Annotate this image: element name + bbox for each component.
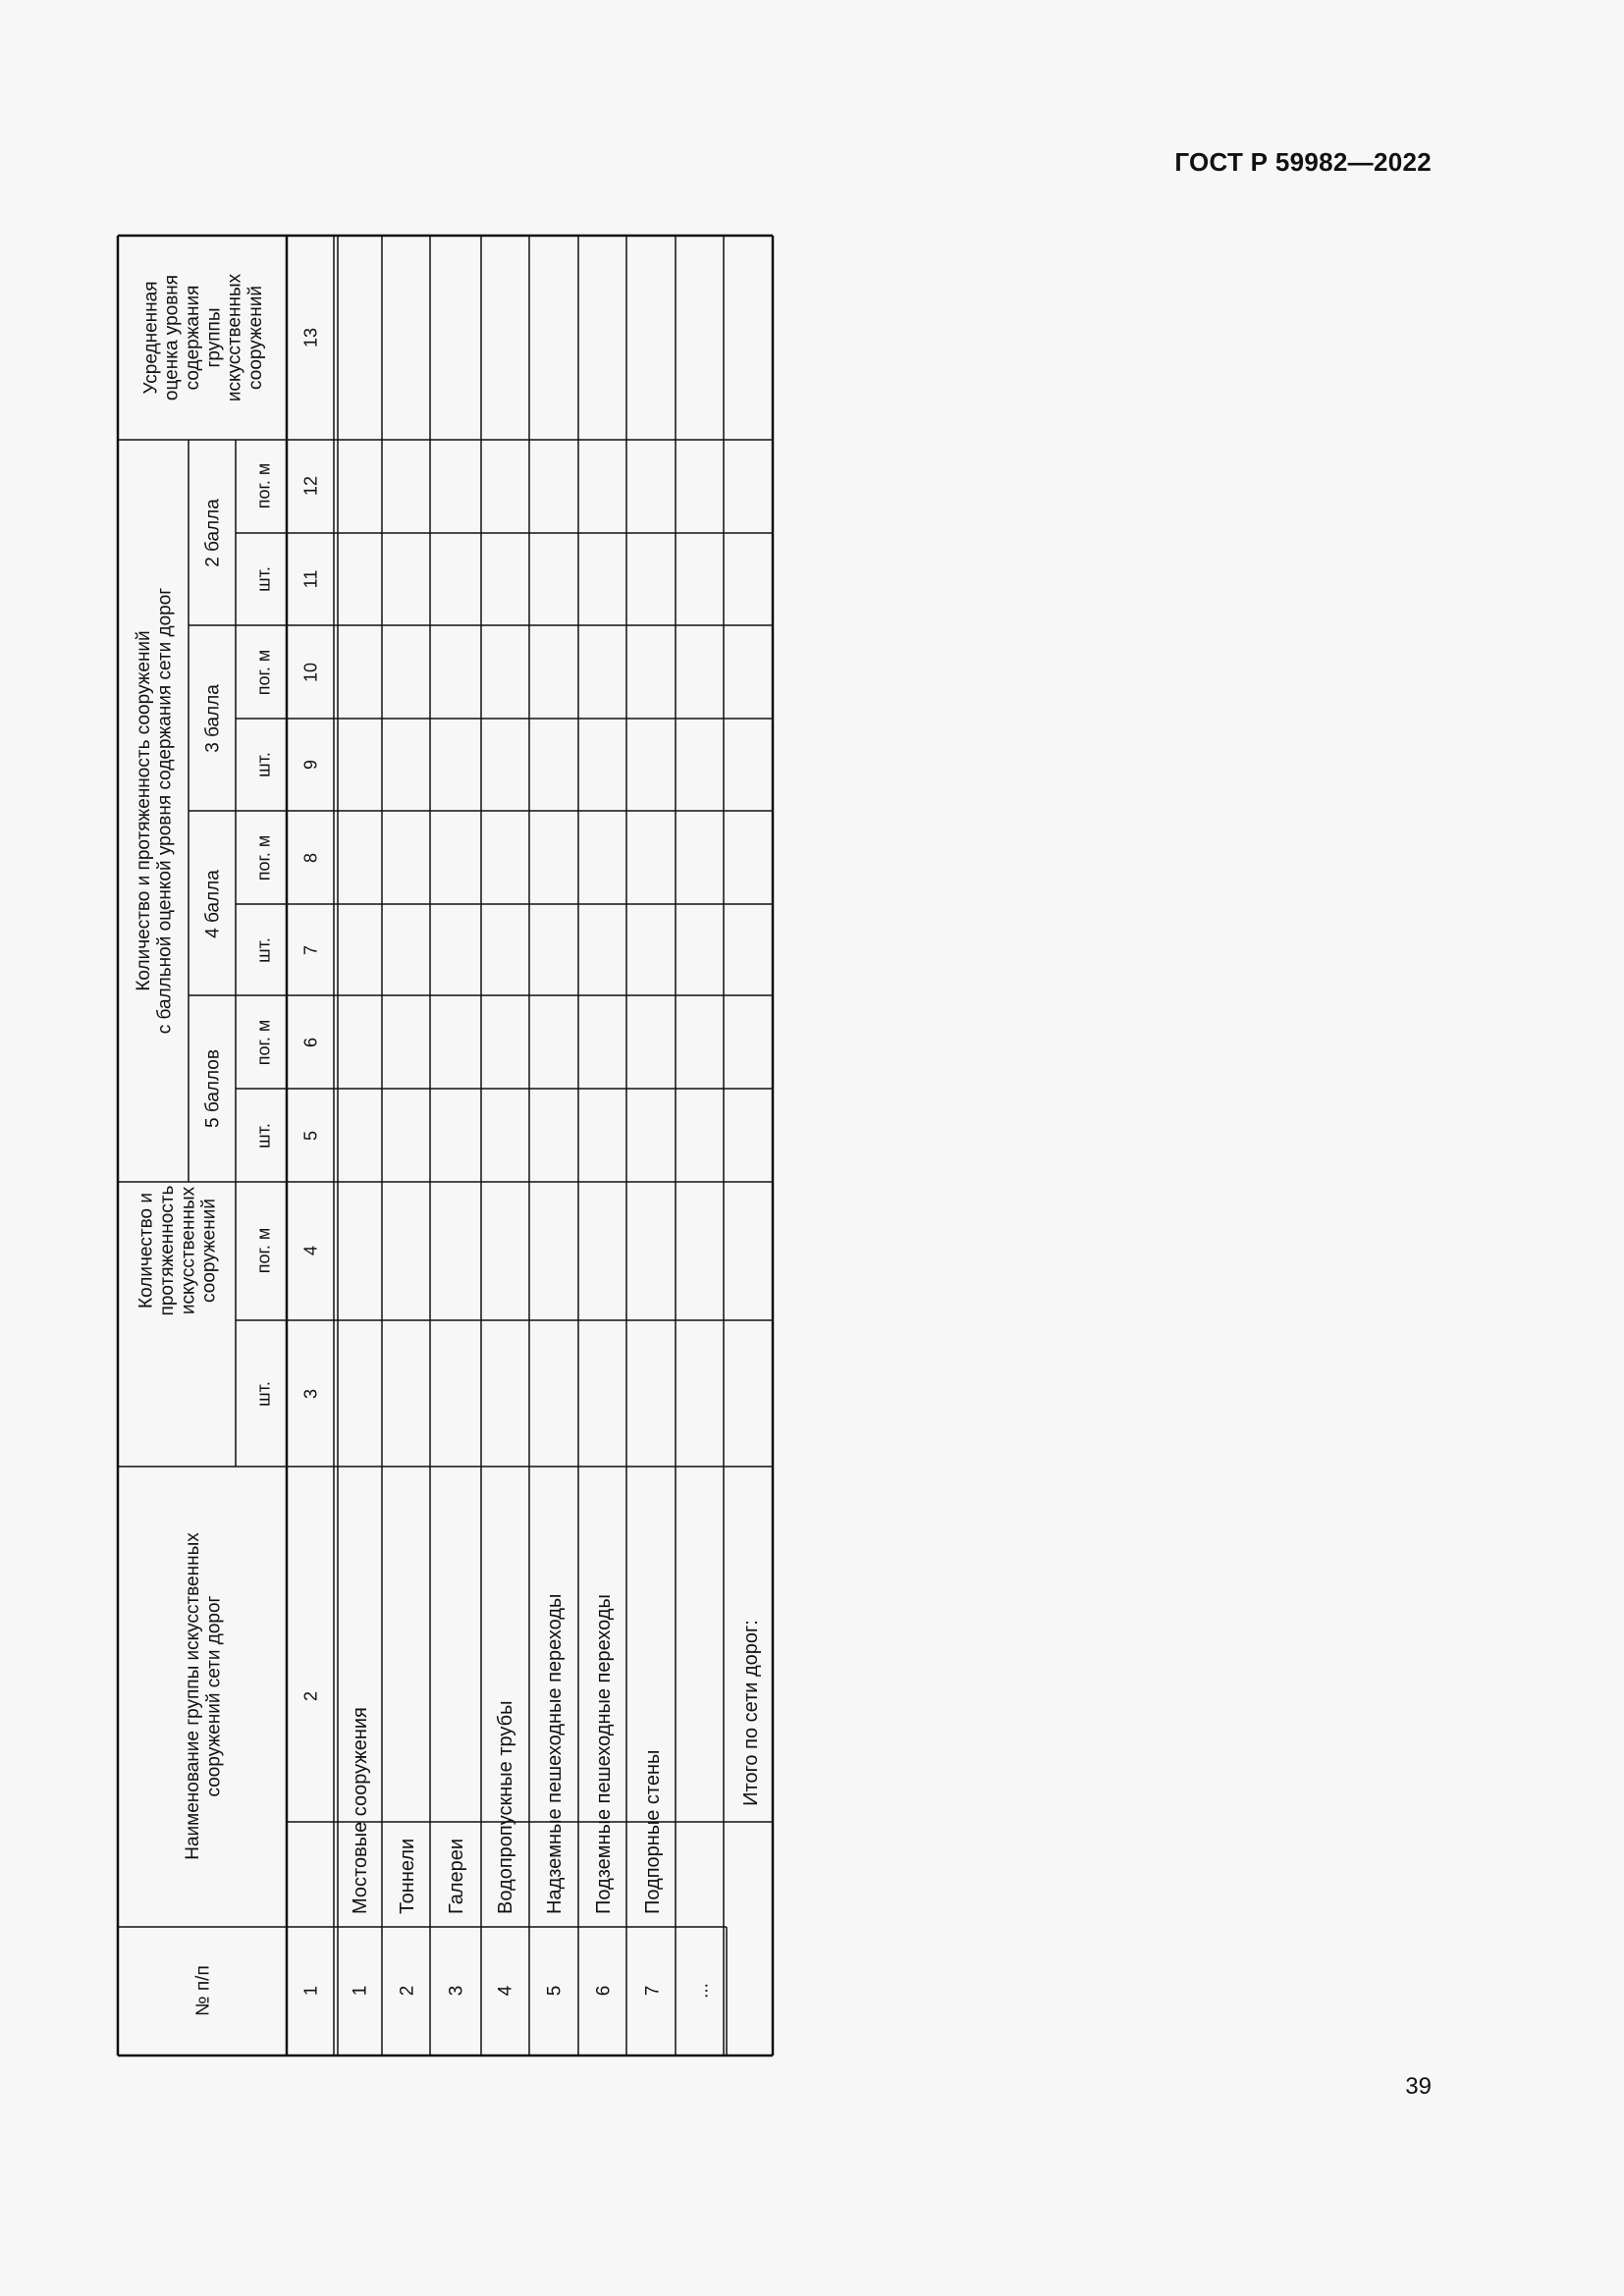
header-unit-pcs: шт. bbox=[253, 1381, 274, 1407]
row-name: Подпорные стены bbox=[642, 1749, 664, 1914]
row-number: 1 bbox=[350, 1985, 371, 1997]
header-unit-pcs: шт. bbox=[253, 566, 274, 592]
row-name: Галереи bbox=[446, 1838, 467, 1914]
row-number: 5 bbox=[544, 1985, 566, 1997]
header-score-quantity: Количество и протяженность сооруженийс балльной оценкой уровня содержания сети дорог bbox=[134, 587, 176, 1035]
column-number: 5 bbox=[300, 1130, 321, 1142]
header-average-score: Усредненнаяоценка уровнясодержаниягруппыискусственныхсооружений bbox=[140, 273, 266, 402]
document-code: ГОСТ Р 59982—2022 bbox=[1174, 147, 1432, 177]
header-score-group: 4 балла bbox=[202, 870, 224, 938]
page-number: 39 bbox=[1405, 2073, 1432, 2100]
row-name: Мостовые сооружения bbox=[350, 1707, 371, 1914]
column-number: 8 bbox=[300, 852, 321, 864]
header-number: № п/п bbox=[192, 1965, 214, 2016]
header-score-group: 3 балла bbox=[202, 684, 224, 753]
row-number: 7 bbox=[642, 1985, 664, 1997]
column-number: 1 bbox=[300, 1985, 321, 1997]
header-unit-m: пог. м bbox=[253, 834, 274, 881]
header-unit-m: пог. м bbox=[253, 1019, 274, 1066]
row-number: 6 bbox=[593, 1985, 615, 1997]
row-name: Тоннели bbox=[397, 1838, 418, 1914]
row-name: Водопропускные трубы bbox=[495, 1700, 516, 1914]
column-number: 2 bbox=[300, 1690, 321, 1702]
row-number: ... bbox=[691, 1983, 713, 1999]
row-number: 3 bbox=[446, 1985, 467, 1997]
header-unit-pcs: шт. bbox=[253, 937, 274, 963]
header-total-quantity: Количество ипротяженностьискусственныхсооружений bbox=[135, 1185, 220, 1316]
row-number: 4 bbox=[495, 1985, 516, 1997]
header-unit-pcs: шт. bbox=[253, 1123, 274, 1148]
row-number: 2 bbox=[397, 1985, 418, 1997]
header-unit-m: пог. м bbox=[253, 649, 274, 696]
column-number: 3 bbox=[300, 1388, 321, 1400]
row-name: Надземные пешеходные переходы bbox=[544, 1593, 566, 1914]
header-unit-m: пог. м bbox=[253, 462, 274, 509]
header-score-group: 2 балла bbox=[202, 499, 224, 567]
row-name: Подземные пешеходные переходы bbox=[593, 1594, 615, 1914]
column-number: 11 bbox=[300, 569, 321, 589]
column-number: 10 bbox=[300, 662, 321, 683]
table-content bbox=[118, 236, 773, 2056]
column-number: 9 bbox=[300, 759, 321, 771]
total-row-label: Итого по сети дорог: bbox=[740, 1620, 762, 1806]
column-number: 13 bbox=[300, 327, 321, 348]
header-unit-pcs: шт. bbox=[253, 752, 274, 777]
column-number: 4 bbox=[300, 1245, 321, 1256]
header-unit-m: пог. м bbox=[253, 1227, 274, 1274]
header-name: Наименование группы искусственныхсооружений сети дорог bbox=[183, 1532, 225, 1860]
header-score-group: 5 баллов bbox=[202, 1049, 224, 1128]
column-number: 12 bbox=[300, 475, 321, 497]
column-number: 7 bbox=[300, 944, 321, 956]
column-number: 6 bbox=[300, 1037, 321, 1048]
